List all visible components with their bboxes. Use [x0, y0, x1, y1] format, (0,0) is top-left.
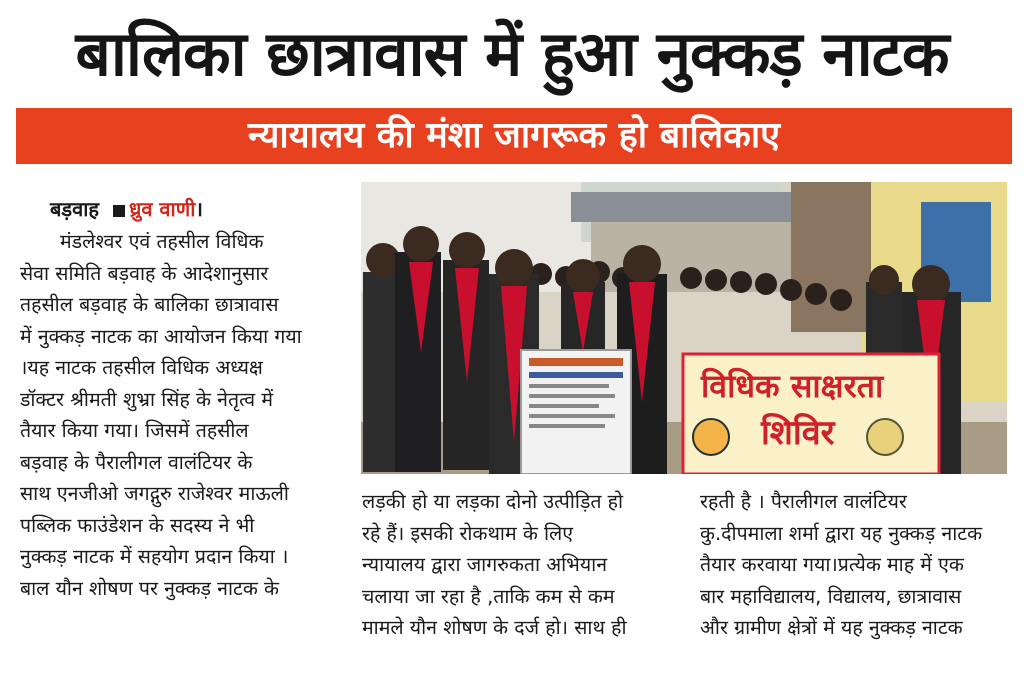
byline-place: बड़वाह — [50, 197, 100, 221]
text-line: बाल यौन शोषण पर नुक्कड़ नाटक के — [20, 576, 280, 600]
text-line: तैयार किया गया। जिसमें तहसील — [20, 419, 249, 442]
banner-text-line2: शिविर — [761, 413, 835, 453]
text-line: कु.दीपमाला शर्मा द्वारा यह नुक्कड़ नाटक — [700, 521, 983, 545]
text-line: ।यह नाटक तहसील विधिक अध्यक्ष — [20, 356, 263, 379]
text-line: और ग्रामीण क्षेत्रों में यह नुक्कड़ नाटक — [700, 616, 963, 639]
text-line: बड़वाह के पैरालीगल वालंटियर के — [20, 450, 253, 474]
byline-source: ध्रुव वाणी — [129, 197, 196, 221]
text-line: न्यायालय द्वारा जागरुकता अभियान — [362, 553, 608, 576]
text-line: पब्लिक फाउंडेशन के सदस्य ने भी — [20, 513, 255, 537]
text-line: मामले यौन शोषण के दर्ज हो। साथ ही — [362, 616, 627, 639]
text-line: नुक्कड़ नाटक में सहयोग प्रदान किया । — [20, 545, 289, 568]
text-line: बार महाविद्यालय, विद्यालय, छात्रावास — [700, 584, 962, 608]
byline — [20, 192, 338, 226]
banner-text-line1: विधिक साक्षरता — [701, 367, 884, 405]
text-line: मंडलेश्वर एवं तहसील विधिक — [60, 230, 264, 253]
text-line: रहती है । पैरालीगल वालंटियर — [700, 490, 907, 513]
text-line: लड़की हो या लड़का दोनो उत्पीड़ित हो — [362, 490, 624, 513]
square-bullet-icon — [113, 205, 125, 217]
text-line: में नुक्कड़ नाटक का आयोजन किया गया — [20, 324, 302, 348]
headline: बालिका छात्रावास में हुआ नुक्कड़ नाटक — [75, 17, 949, 90]
text-line: सेवा समिति बड़वाह के आदेशानुसार — [20, 261, 269, 285]
subheadline-bar — [16, 108, 1012, 164]
byline-end: । — [195, 197, 203, 221]
text-line: तैयार करवाया गया।प्रत्येक माह में एक — [700, 553, 964, 576]
text-line: चलाया जा रहा है ,ताकि कम से कम — [362, 584, 615, 608]
text-line: रहे हैं। इसकी रोकथाम के लिए — [362, 521, 574, 545]
text-line: साथ एनजीओ जगद्गुरु राजेश्वर माऊली — [20, 482, 289, 505]
article-column-3 — [700, 486, 1012, 644]
text-line: डॉक्टर श्रीमती शुभ्रा सिंह के नेतृत्व में — [20, 387, 273, 411]
article-column-2 — [362, 486, 680, 644]
text-line: तहसील बड़वाह के बालिका छात्रावास — [20, 293, 279, 316]
subheadline: न्यायालय की मंशा जागरूक हो बालिकाए — [247, 115, 781, 156]
news-photo — [361, 182, 1007, 474]
article-column-1 — [20, 192, 338, 604]
